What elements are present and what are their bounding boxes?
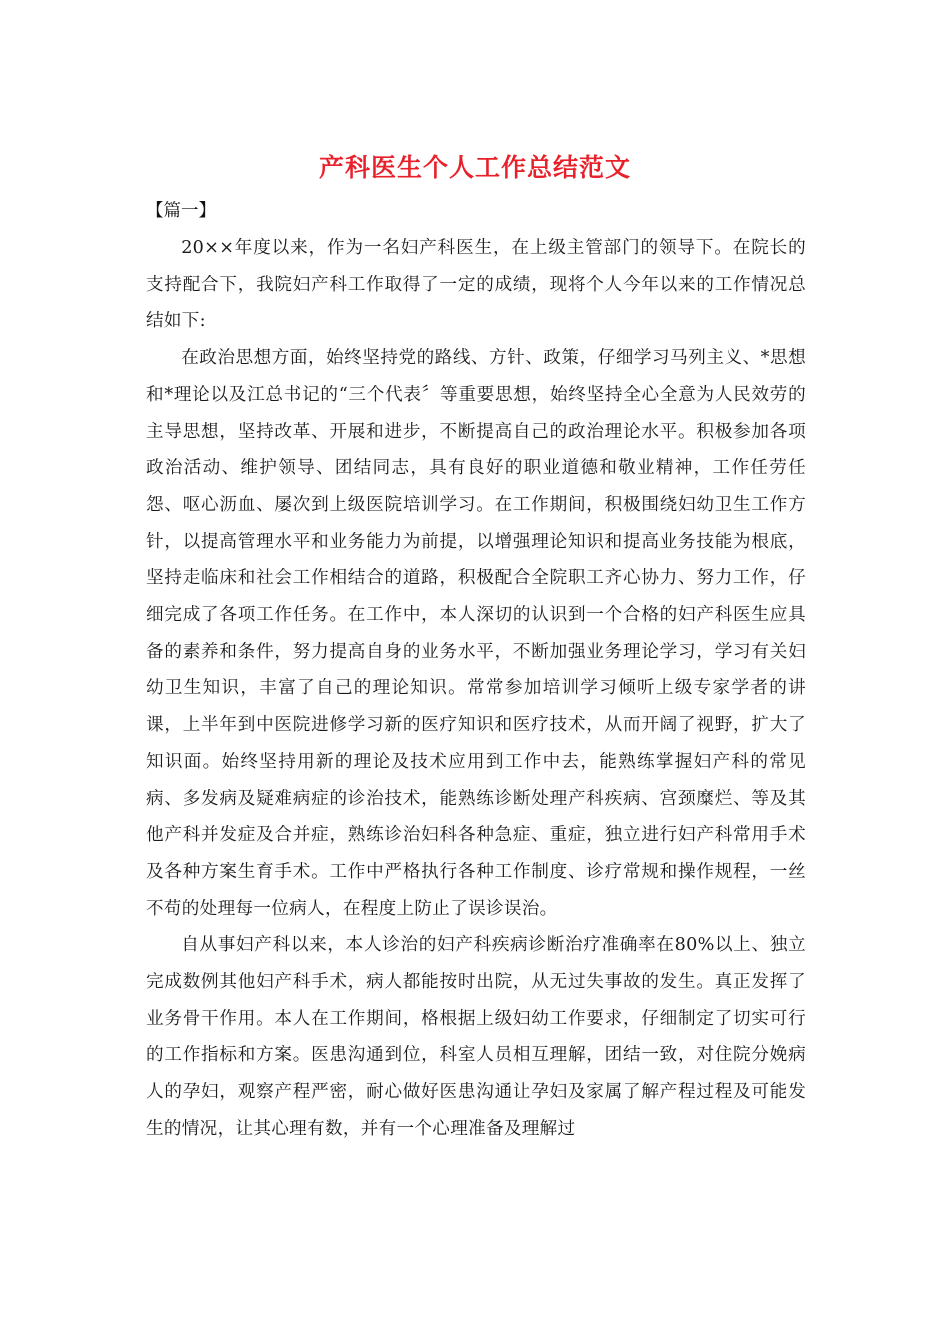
document-body	[146, 230, 806, 1148]
section-label: 【篇一】	[146, 201, 216, 221]
paragraph-1: 20××年度以来，作为一名妇产科医生，在上级主管部门的领导下。在院长的支持配合下，我院妇产科工作取得了一定的成绩，现将个人今年以来的工作情况总结如下:	[146, 238, 806, 332]
paragraph-3: 自从事妇产科以来，本人诊治的妇产科疾病诊断治疗准确率在80%以上、独立完成数例其他妇产科手术，病人都能按时出院，从无过失事故的发生。真正发挥了业务骨干作用。本人在工作期间，格根据上级妇幼工作要求，仔细制定了切实可行的工作指标和方案。医患沟通到位，科室人员相互理解，团结一致，对住院分娩病人的孕妇，观察产程严密，耐心做好医患沟通让孕妇及家属了解产程过程及可能发生的情况，让其心理有数，并有一个心理准备及理解过	[146, 935, 806, 1139]
paragraph-2: 在政治思想方面，始终坚持党的路线、方针、政策，仔细学习马列主义、*思想和*理论以及江总书记的“三个代表〞等重要思想，始终坚持全心全意为人民效劳的主导思想，坚持改革、开展和进步，不断提高自己的政治理论水平。积极参加各项政治活动、维护领导、团结同志，具有良好的职业道德和敬业精神，工作任劳任怨、呕心沥血、屡次到上级医院培训学习。在工作期间，积极围绕妇幼卫生工作方针，以提高管理水平和业务能力为前提，以增强理论知识和提高业务技能为根底，坚持走临床和社会工作相结合的道路，积极配合全院职工齐心协力、努力工作，仔细完成了各项工作任务。在工作中，本人深切的认识到一个合格的妇产科医生应具备的素养和条件，努力提高自身的业务水平，不断加强业务理论学习，学习有关妇幼卫生知识，丰富了自己的理论知识。常常参加培训学习倾听上级专家学者的讲课，上半年到中医院进修学习新的医疗知识和医疗技术，从而开阔了视野，扩大了知识面。始终坚持用新的理论及技术应用到工作中去，能熟练掌握妇产科的常见病、多发病及疑难病症的诊治技术，能熟练诊断处理产科疾病、宫颈糜烂、等及其他产科并发症及合并症，熟练诊治妇科各种急症、重症，独立进行妇产科常用手术及各种方案生育手术。工作中严格执行各种工作制度、诊疗常规和操作规程，一丝不苟的处理每一位病人，在程度上防止了误诊误治。	[146, 348, 806, 919]
document-title: 产科医生个人工作总结范文	[318, 153, 631, 182]
